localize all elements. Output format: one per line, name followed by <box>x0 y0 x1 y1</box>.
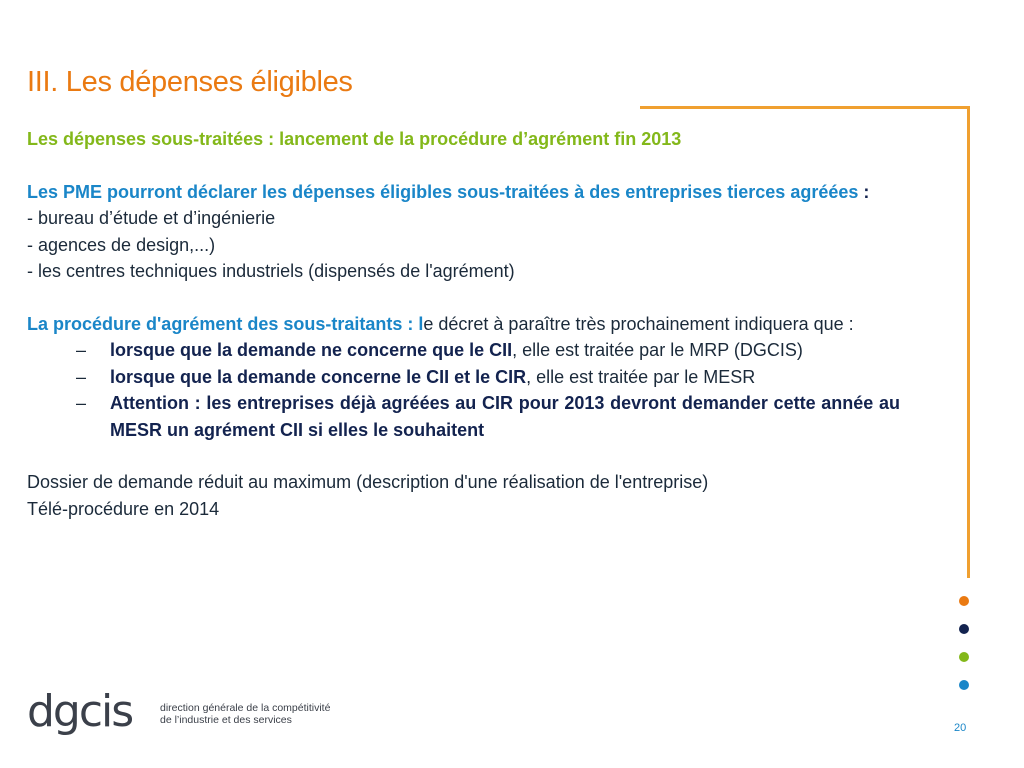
intro-bold: Les PME pourront déclarer les dépenses éligibles sous-traitées à des entreprises tierces agréées <box>27 181 859 202</box>
list-item: - agences de design,...) <box>27 234 216 255</box>
bullet-item <box>76 337 900 364</box>
logo-wordmark: dgcis <box>27 688 133 737</box>
bullet-bold: lorsque que la demande concerne le CII et le CIR <box>110 366 527 387</box>
slide-subtitle: Les dépenses sous-traitées : lancement de la procédure d’agrément fin 2013 <box>27 129 682 149</box>
bullet-text: , elle est traitée par le MRP (DGCIS) <box>512 340 803 360</box>
footer-line: Dossier de demande réduit au maximum (description d'une réalisation de l'entreprise) <box>27 472 709 492</box>
procedure-bullets <box>27 337 900 443</box>
procedure-text: e décret à paraître très prochainement indiquera que : <box>423 313 854 334</box>
decor-dot-navy <box>959 624 969 634</box>
bullet-bold: Attention : les entreprises déjà agréées au CIR pour 2013 devront demander cette année au MESR un agrément CII si elles le souhaitent <box>110 393 900 440</box>
dash-bullet: – <box>76 366 87 387</box>
logo-tagline <box>160 702 330 726</box>
page-number: 20 <box>954 722 967 734</box>
slide-content <box>27 126 900 522</box>
procedure-bold: La procédure d'agrément des sous-traitants : l <box>27 313 424 334</box>
decor-dot-orange <box>959 596 969 606</box>
footer-line: Télé-procédure en 2014 <box>27 498 220 519</box>
list-item: - les centres techniques industriels (dispensés de l'agrément) <box>27 261 515 281</box>
bullet-bold: lorsque que la demande ne concerne que le CII <box>110 340 513 360</box>
dash-bullet: – <box>76 393 87 413</box>
dgcis-logo <box>27 688 151 750</box>
bullet-item <box>76 364 900 391</box>
logo-tagline-line: direction générale de la compétitivité <box>160 702 331 714</box>
bullet-text: , elle est traitée par le MESR <box>526 366 756 387</box>
frame-line-vertical <box>967 106 970 578</box>
dash-bullet: – <box>76 340 87 360</box>
intro-paragraph <box>27 179 900 206</box>
frame-line-horizontal <box>640 106 970 109</box>
list-item: - bureau d’étude et d’ingénierie <box>27 208 276 228</box>
procedure-paragraph <box>27 311 900 338</box>
intro-colon: : <box>858 181 870 202</box>
decor-dot-blue <box>959 680 969 690</box>
logo-tagline-line: de l’industrie et des services <box>160 714 292 726</box>
slide-title: III. Les dépenses éligibles <box>27 66 353 98</box>
bullet-item <box>76 390 900 443</box>
decor-dot-green <box>959 652 969 662</box>
